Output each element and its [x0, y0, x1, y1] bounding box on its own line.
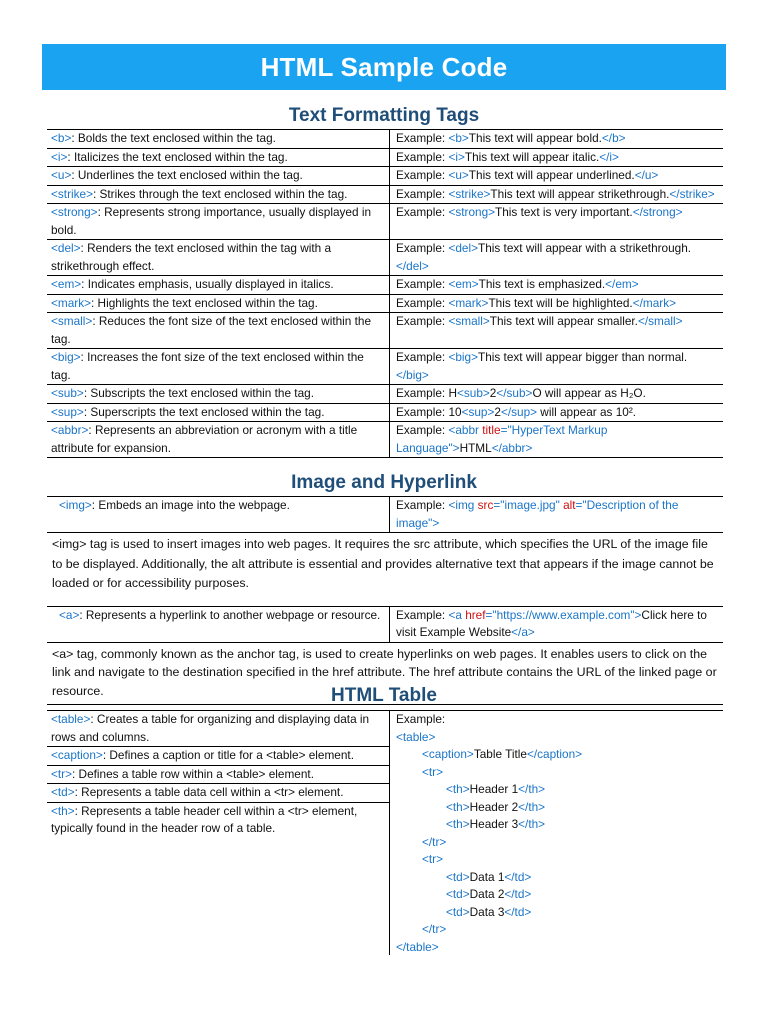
table-row	[47, 384, 723, 403]
description-cell	[47, 276, 390, 294]
description-cell	[47, 295, 390, 313]
table-row	[47, 783, 389, 802]
description-cell	[47, 240, 390, 275]
code-tag-text: </mark>	[632, 295, 676, 310]
text-span: This text is emphasized.	[478, 277, 606, 291]
text-span: : Defines a caption or title for a <table> element.	[102, 748, 354, 762]
html-table-block	[47, 710, 723, 956]
text-span: : Represents an abbreviation or acronym with a title attribute for expansion.	[51, 423, 358, 455]
code-tag-text: <em>	[448, 277, 479, 291]
code-tag-text: <tr>	[422, 764, 443, 779]
text-span: : Subscripts the text enclosed within the tag.	[83, 386, 314, 400]
code-tag-text: </strong>	[632, 205, 683, 219]
table-code-example	[390, 710, 723, 956]
text-span: : Strikes through the text enclosed within the tag.	[92, 186, 348, 201]
code-line	[396, 904, 717, 922]
code-tag-text: </td>	[504, 869, 532, 884]
code-tag-text: </strike>	[669, 186, 715, 201]
code-tag-text: <em>	[51, 277, 82, 291]
table-tag-list	[47, 710, 390, 955]
section-heading-image: Image and Hyperlink	[291, 472, 477, 493]
table-row	[47, 496, 723, 532]
code-line	[396, 886, 717, 904]
section-heading-table: HTML Table	[331, 685, 437, 706]
code-tag-text: <i>	[51, 149, 68, 164]
table-row	[47, 275, 723, 294]
description-cell	[47, 204, 390, 239]
example-cell	[390, 295, 723, 313]
code-tag-text: <small>	[51, 314, 93, 328]
text-span: Example: 10	[396, 404, 462, 419]
text-span	[47, 598, 723, 606]
text-span: Header 1	[469, 782, 519, 796]
description-cell	[47, 497, 390, 532]
code-attribute-text: title	[482, 423, 501, 437]
code-value-text: ="image.jpg"	[493, 498, 564, 512]
text-span: Example: H	[396, 386, 457, 400]
table-row	[47, 294, 723, 313]
code-tag-text: </sub>	[496, 386, 533, 400]
table-row	[47, 746, 389, 765]
table-row	[47, 403, 723, 422]
text-span: : Represents a table data cell within a <tr> element.	[74, 785, 344, 799]
text-span: Data 1	[469, 869, 505, 884]
code-tag-text: <b>	[51, 131, 72, 145]
text-span: This text is very important.	[495, 205, 633, 219]
code-tag-text: </caption>	[526, 747, 583, 761]
code-tag-text: <caption>	[51, 748, 103, 762]
text-span: Example:	[396, 498, 449, 512]
code-tag-text: </th>	[518, 817, 546, 831]
text-span: <img> tag is used to insert images into web pages. It requires the src attribute, which specifies the URL of the image file to be displayed. Additionally, the alt attribute is essential and provides alternative text that appears if the image cannot be loaded or for accessibility purposes.	[52, 537, 714, 590]
text-span: <a> tag, commonly known as the anchor tag, is used to create hyperlinks on web pages. It enables users to click on the link and navigate to the destination specified in the href attribute. The href attribute contains the URL of the linked page or resource.	[52, 646, 717, 698]
page-title-banner	[42, 44, 726, 90]
example-cell	[390, 497, 723, 532]
example-cell	[390, 607, 723, 642]
code-tag-text: <del>	[448, 241, 478, 255]
text-span: : Increases the font size of the text enclosed within the tag.	[51, 350, 364, 382]
example-cell	[390, 186, 723, 204]
example-cell	[390, 404, 723, 422]
code-attribute-text: href	[465, 607, 486, 622]
code-line	[396, 746, 717, 764]
text-span: : Highlights the text enclosed within the tag.	[91, 295, 318, 310]
text-span: HTML	[459, 440, 492, 455]
table-row	[47, 802, 389, 838]
example-cell	[390, 130, 723, 148]
text-span: Data 2	[469, 887, 505, 901]
code-tag-text: <u>	[448, 168, 469, 182]
code-tag-text: </b>	[601, 131, 626, 145]
formatting-table	[47, 129, 723, 458]
example-cell	[390, 422, 723, 457]
code-tag-text: <sub>	[51, 386, 84, 400]
image-hyperlink-block	[47, 496, 723, 705]
code-tag-text: <abbr	[448, 423, 483, 437]
code-tag-text: <th>	[446, 817, 470, 831]
table-row	[47, 166, 723, 185]
code-tag-text: <table>	[396, 729, 436, 744]
code-tag-text: <u>	[51, 168, 72, 182]
table-row	[47, 203, 723, 239]
code-tag-text: <td>	[446, 869, 470, 884]
code-tag-text: <a>	[59, 607, 80, 622]
code-tag-text: </tr>	[422, 922, 447, 936]
code-tag-text: <img>	[59, 498, 92, 512]
text-span: 2	[489, 386, 497, 400]
code-tag-text: <strike>	[448, 186, 491, 201]
description-cell	[47, 149, 390, 167]
code-tag-text: <img	[448, 498, 478, 512]
code-tag-text: <table>	[51, 712, 91, 726]
text-span: will appear as 10².	[537, 404, 637, 419]
text-span: Example:	[396, 423, 449, 437]
code-value-text: ="HyperText Markup Language">	[396, 423, 608, 455]
table-row	[47, 129, 723, 148]
text-span: Example:	[396, 607, 449, 622]
code-tag-text: <strong>	[51, 205, 98, 219]
code-tag-text: </del>	[396, 258, 429, 273]
code-tag-text: <sup>	[51, 404, 84, 419]
code-tag-text: <strong>	[448, 205, 496, 219]
code-line	[396, 869, 717, 887]
code-tag-text: </big>	[396, 367, 429, 382]
code-tag-text: </th>	[518, 799, 546, 814]
text-span: Example:	[396, 314, 449, 328]
example-cell	[390, 313, 723, 348]
code-tag-text: <abbr>	[51, 423, 89, 437]
code-tag-text: <i>	[448, 149, 465, 164]
code-value-text: ="Description of the image">	[396, 498, 679, 530]
code-tag-text: <del>	[51, 241, 81, 255]
example-cell	[390, 240, 723, 275]
text-span: Example:	[396, 131, 449, 145]
code-tag-text: <th>	[446, 799, 470, 814]
code-tag-text: </td>	[504, 904, 532, 919]
text-span: Example:	[396, 295, 449, 310]
text-span: Example:	[396, 168, 449, 182]
table-row	[47, 239, 723, 275]
text-span: This text will appear with a strikethrough.	[477, 241, 692, 255]
code-tag-text: </a>	[511, 625, 535, 639]
code-tag-text: <sup>	[461, 404, 495, 419]
code-value-text: ="https://www.example.com">	[485, 607, 642, 622]
text-span: : Italicizes the text enclosed within the tag.	[67, 149, 288, 164]
text-span: : Superscripts the text enclosed within the tag.	[83, 404, 325, 419]
code-attribute-text: src	[477, 498, 494, 512]
text-span: This text will appear smaller.	[489, 314, 638, 328]
code-attribute-text: alt	[563, 498, 576, 512]
code-tag-text: <sub>	[456, 386, 490, 400]
description-cell	[47, 167, 390, 185]
table-row	[47, 606, 723, 642]
text-span: This text will appear strikethrough.	[490, 186, 670, 201]
code-tag-text: </u>	[634, 168, 659, 182]
code-tag-text: <strike>	[51, 186, 93, 201]
text-span: 2	[494, 404, 501, 419]
description-cell	[47, 186, 390, 204]
code-tag-text: </abbr>	[491, 440, 533, 455]
example-cell	[390, 276, 723, 294]
table-row	[47, 312, 723, 348]
text-span: : Bolds the text enclosed within the tag.	[71, 131, 276, 145]
example-cell	[390, 167, 723, 185]
code-tag-text: <th>	[51, 803, 75, 818]
code-line: Example:	[396, 712, 446, 726]
text-span: This text will appear bigger than normal.	[477, 350, 688, 364]
text-span: This text will appear bold.	[468, 131, 602, 145]
code-tag-text: <td>	[446, 887, 470, 901]
text-span: : Defines a table row within a <table> element.	[72, 766, 314, 781]
code-line	[396, 781, 717, 799]
code-tag-text: </sup>	[500, 404, 538, 419]
code-line	[396, 816, 717, 834]
code-tag-text: </i>	[599, 149, 619, 164]
code-tag-text: <b>	[448, 131, 469, 145]
code-tag-text: </td>	[504, 887, 532, 901]
text-span: : Creates a table for organizing and displaying data in rows and columns.	[51, 712, 370, 744]
text-span: : Reduces the font size of the text enclosed within the tag.	[51, 314, 372, 346]
text-span: : Embeds an image into the webpage.	[91, 498, 290, 512]
description-cell	[47, 607, 390, 642]
code-tag-text: </th>	[518, 782, 546, 796]
code-tag-text: <a	[448, 607, 466, 622]
text-span: : Represents strong importance, usually displayed in bold.	[51, 205, 372, 237]
example-cell	[390, 149, 723, 167]
code-tag-text: <caption>	[422, 747, 474, 761]
table-row	[47, 421, 723, 458]
text-span: Example:	[396, 277, 449, 291]
text-span: : Indicates emphasis, usually displayed in italics.	[81, 277, 334, 291]
text-span: Data 3	[469, 904, 505, 919]
text-span: O will appear as H₂O.	[532, 386, 646, 400]
code-tag-text: <tr>	[51, 766, 72, 781]
example-cell	[390, 204, 723, 239]
text-span: Table Title	[473, 747, 527, 761]
description-cell	[47, 422, 390, 457]
code-tag-text: </em>	[605, 277, 639, 291]
code-tag-text: <td>	[446, 904, 470, 919]
text-span: : Underlines the text enclosed within the tag.	[71, 168, 303, 182]
table-row	[47, 185, 723, 204]
page-title: HTML Sample Code	[260, 51, 508, 82]
code-tag-text: <small>	[448, 314, 490, 328]
text-span: Click here to visit Example Website	[396, 607, 707, 639]
text-span: Header 2	[469, 799, 519, 814]
description-cell	[47, 349, 390, 384]
code-tag-text: <big>	[448, 350, 478, 364]
img-description-paragraph	[47, 532, 723, 598]
text-span: Example:	[396, 149, 449, 164]
text-span: Example:	[396, 205, 449, 219]
description-cell	[47, 385, 390, 403]
code-tag-text: <tr>	[422, 852, 443, 866]
table-row	[47, 348, 723, 384]
text-span: Example:	[396, 186, 449, 201]
table-row	[47, 148, 723, 167]
code-tag-text: <big>	[51, 350, 81, 364]
text-span: : Represents a table header cell within a <tr> element, typically found in the header row of a table.	[51, 803, 358, 835]
example-cell	[390, 349, 723, 384]
table-row	[47, 710, 389, 746]
code-tag-text: <mark>	[51, 295, 91, 310]
description-cell	[47, 313, 390, 348]
code-line	[396, 799, 717, 817]
table-row	[47, 765, 389, 784]
text-span: Example:	[396, 350, 449, 364]
code-tag-text: </small>	[637, 314, 683, 328]
example-cell	[390, 385, 723, 403]
text-span: Header 3	[469, 817, 519, 831]
text-span: : Represents a hyperlink to another webpage or resource.	[79, 607, 381, 622]
code-tag-text: <th>	[446, 782, 470, 796]
code-tag-text: </table>	[396, 939, 439, 954]
code-tag-text: <mark>	[448, 295, 489, 310]
text-span: Example:	[396, 241, 449, 255]
text-span: : Renders the text enclosed within the tag with a strikethrough effect.	[51, 241, 332, 273]
section-heading-formatting: Text Formatting Tags	[288, 105, 480, 126]
text-span: This text will be highlighted.	[488, 295, 633, 310]
text-span: This text will appear underlined.	[468, 168, 635, 182]
description-cell	[47, 130, 390, 148]
text-span: This text will appear italic.	[464, 149, 600, 164]
code-tag-text: <td>	[51, 785, 75, 799]
description-cell	[47, 404, 390, 422]
code-tag-text: </tr>	[422, 834, 447, 849]
